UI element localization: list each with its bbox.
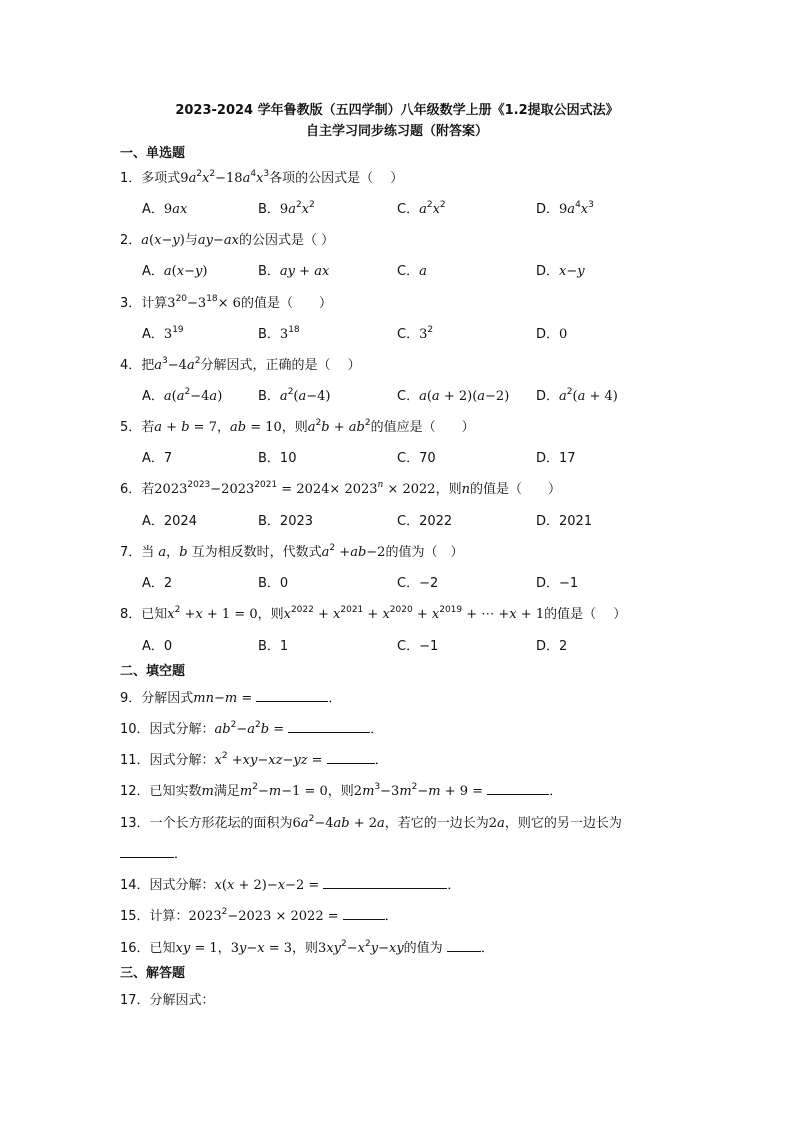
question-8-stem: 8．已知$x^2 +x + 1 = 0$，则$x^{2022} + x^{2021} + x^{2020} + x^{2019}$ + ⋯ +x + 1的值是（ ） [120, 605, 627, 622]
question-8-option-c: C．−1 [397, 639, 439, 654]
question-2-option-b: B．ay + ax [258, 264, 330, 279]
question-1-option-c: C．$a^2x^2$ [397, 200, 446, 217]
question-5-option-a: A．7 [142, 451, 173, 466]
question-5-option-d: D．17 [536, 451, 576, 466]
question-8-option-a: A．0 [142, 639, 173, 654]
document-title-line1: 2023-2024 学年鲁教版（五四学制）八年级数学上册《1.2提取公因式法》 [175, 103, 619, 118]
question-1-option-b: B．$9a^2x^2$ [258, 200, 315, 217]
question-3-stem: 3．计算$3^{20}-3^{18}\times 6$的值是（ ） [120, 294, 332, 311]
question-15: 15．计算：$2023^2-2023 \times 2022$ = ． [120, 907, 398, 924]
question-9: 9．分解因式mn−m = ． [120, 691, 342, 706]
question-5-option-b: B．10 [258, 451, 297, 466]
question-14: 14．因式分解：x(x + 2)−x−2 = ． [120, 878, 461, 893]
question-4-option-d: D．$a^2(a + 4)$ [536, 387, 618, 404]
question-5-option-c: C．70 [397, 451, 436, 466]
question-13: 13．一个长方形花坛的面积为$6a^2-4ab + 2a$，若它的一边长为2a，则它的另一边长为 [120, 814, 622, 831]
question-4-option-a: A．$a(a^2-4a)$ [142, 387, 223, 404]
question-4-option-c: C．a(a + 2)(a−2) [397, 389, 510, 404]
question-3-option-a: A．$3^{19}$ [142, 325, 184, 342]
question-13-blank: ． [120, 843, 187, 862]
question-8-option-d: D．2 [536, 639, 568, 654]
question-2-option-d: D．x−y [536, 264, 585, 279]
question-1-option-a: A．9ax [142, 202, 188, 217]
question-7-option-b: B．0 [258, 576, 289, 591]
question-16: 16．已知xy = 1，3y−x = 3，则$3xy^2-x^2y-xy$的值为 ． [120, 939, 494, 956]
question-6-option-d: D．2021 [536, 514, 593, 529]
question-4-stem: 4．把$a^3-4a^2$分解因式，正确的是（ ） [120, 356, 361, 373]
question-3-option-c: C．$3^2$ [397, 325, 434, 342]
question-3-option-d: D．0 [536, 327, 568, 342]
question-2-option-c: C．a [397, 264, 427, 279]
question-4-option-b: B．$a^2(a-4)$ [258, 387, 331, 404]
question-7-option-a: A．2 [142, 576, 173, 591]
question-2-stem: 2．a(x−y)与ay−ax的公因式是（ ） [120, 233, 335, 248]
question-1-option-d: D．$9a^4x^3$ [536, 200, 594, 217]
question-1-stem: 1．多项式$9a^2x^2-18a^4x^3$各项的公因式是（ ） [120, 169, 404, 186]
question-7-stem: 7．当 a，b 互为相反数时，代数式$a^2 +ab-2$的值为（ ） [120, 543, 464, 560]
question-6-option-b: B．2023 [258, 514, 314, 529]
question-2-option-a: A．a(x−y) [142, 264, 208, 279]
question-3-option-b: B．$3^{18}$ [258, 325, 300, 342]
question-7-option-c: C．−2 [397, 576, 439, 591]
section-heading-solve: 三、解答题 [120, 966, 186, 981]
question-6-option-a: A．2024 [142, 514, 197, 529]
question-17: 17．分解因式： [120, 993, 215, 1008]
section-heading-fill-blank: 二、填空题 [120, 664, 186, 679]
section-heading-single-choice: 一、单选题 [120, 146, 186, 161]
question-10: 10．因式分解：$ab^2-a^2b$ = ． [120, 720, 384, 737]
question-5-stem: 5．若a + b = 7，ab = 10，则$a^2b + ab^2$的值应是（ ） [120, 418, 475, 435]
question-8-option-b: B．1 [258, 639, 289, 654]
question-6-stem: 6．若$2023^{2023}-2023^{2021} = 2024\times 2023^n \times 2022$，则n的值是（ ） [120, 480, 561, 497]
question-7-option-d: D．−1 [536, 576, 579, 591]
document-title-line2: 自主学习同步练习题（附答案） [305, 124, 488, 139]
question-12: 12．已知实数m满足$m^2-m-1 = 0$，则$2m^3-3m^2-m + 9$ = ． [120, 782, 563, 799]
question-6-option-c: C．2022 [397, 514, 453, 529]
question-11: 11．因式分解：$x^2 +xy-xz-yz$ = ． [120, 751, 388, 768]
